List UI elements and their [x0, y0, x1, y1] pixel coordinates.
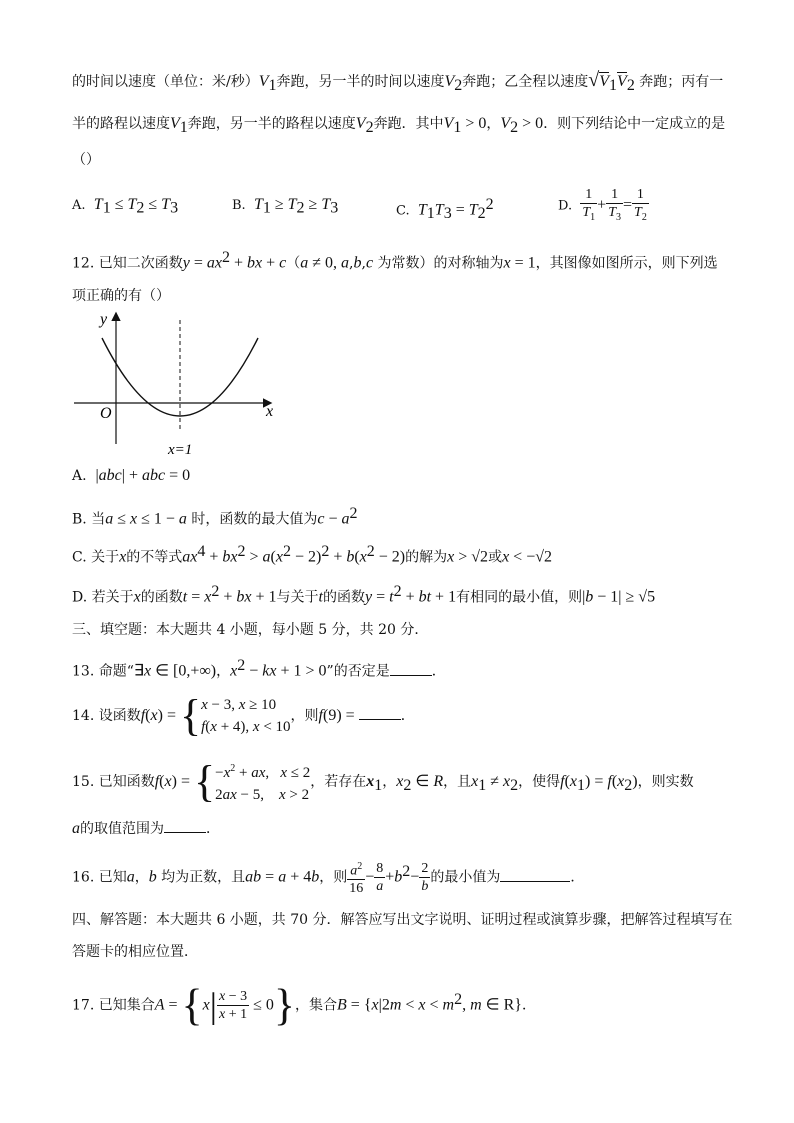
q17: 17. 已知集合A = {x| $\frac{x - 3}{x + 1}$ ≤ 0}，集合$B = \{x|2m < x < m^2$, m ∈ R}．	[72, 980, 536, 1030]
math: V	[444, 73, 455, 90]
option-label: B.	[72, 511, 87, 528]
q12-option-b: B. 当a ≤ x ≤ 1 − a 时，函数的最大值为$c - a^2$	[72, 505, 358, 528]
q13-text: ．	[431, 663, 446, 680]
q17-text: ．	[521, 997, 536, 1014]
q11-text: 奔跑，另一半的路程以速度	[187, 116, 356, 132]
q17-text: 已知集合	[98, 997, 155, 1014]
q12-text: 关于	[91, 549, 120, 566]
q11-option-b: B. $T_1 \ge T_2 \ge T_3$	[232, 196, 339, 217]
q11-option-c: C. $T_1T_3 = T_2^2$	[396, 196, 494, 222]
q12-text: ，其图像如图所示，则下列选	[535, 255, 718, 272]
answer-blank[interactable]	[390, 661, 432, 676]
q12-text: 的不等式	[126, 549, 183, 566]
q16-text: ．	[570, 869, 585, 886]
q15-text: 已知函数	[98, 774, 155, 790]
question-number: 15.	[72, 774, 95, 790]
question-number: 14.	[72, 708, 95, 724]
q16-text: 均为正数，且	[161, 869, 246, 886]
q14-text: ，则	[290, 708, 319, 724]
q12-text: 为常数）的对称轴为	[377, 255, 504, 272]
q14-text: 设函数	[98, 708, 141, 724]
q12-option-d: D. 若关于x的函数$t = x^2$ + bx + 1与关于t的函数$y = t^2$ + bt + 1有相同的最小值，则|b − 1| ≥ √5	[72, 583, 656, 606]
option-label: B.	[232, 198, 246, 213]
q16: 16. 已知a，b 均为正数，且ab = a + 4b，则 $\frac{a^2}{16}$ − $\frac{8}{a}$ $+b^2-$ $\frac{2}{b}$ 的最小值为 ．	[72, 852, 584, 898]
q12-text: 的函数	[322, 589, 365, 606]
q12-text: 时，函数的最大值为	[191, 511, 318, 528]
q11-option-a: A. $T_1 \le T_2 \le T_3$	[72, 196, 179, 217]
q15-text: ，且	[443, 774, 472, 790]
q12-text: 的解为	[405, 549, 448, 566]
q11-text: ．则下列结论中一定成立的是	[543, 116, 726, 132]
q12-text: 有相同的最小值，则	[456, 589, 583, 606]
answer-blank[interactable]	[164, 818, 206, 833]
q16-text: 的最小值为	[430, 869, 501, 886]
option-label: D.	[72, 589, 88, 606]
q12-text: （	[286, 255, 301, 272]
question-number: 16.	[72, 869, 95, 886]
q12-option-a: A. |abc| + abc = 0	[72, 467, 191, 484]
q12-text: 若关于	[91, 589, 134, 606]
q12-line-1: 12. 已知二次函数$y = ax^2$ + bx + c（a ≠ 0, a,b,c 为常数）的对称轴为x = 1，其图像如图所示，则下列选	[72, 249, 718, 272]
q12-text: 的函数	[140, 589, 183, 606]
q13-text: ”的否定是	[326, 663, 390, 680]
q11-text: 奔跑．其中	[373, 116, 444, 132]
q11-line-1: 的时间以速度（单位：米/秒）$V_1$奔跑，另一半的时间以速度$V_2$奔跑；乙全程以速度$√V_1V_2$ 奔跑；丙有一	[72, 69, 724, 94]
q12-option-c: C. 关于x的不等式$ax^4 + bx^2 > a(x^2 - 2)^2 + b(x^2 - 2)$的解为x > √2或x < −√2	[72, 543, 552, 566]
q15-text: ，则实数	[637, 774, 694, 790]
q17-text: ，集合	[295, 997, 338, 1014]
q14: 14. 设函数f(x) = { x − 3, x ≥ 10 f(x + 4), x < 10 ，则f(9) = ．	[72, 691, 415, 740]
q12-text: 当	[91, 511, 106, 528]
q11-text: 奔跑；乙全程以速度	[462, 74, 589, 90]
math: V	[258, 73, 269, 90]
section-3-heading: 三、填空题：本大题共 4 小题，每小题 5 分，共 20 分．	[72, 622, 429, 638]
q13: 13. 命题“∃x ∈ [0,+∞)，$x^2$ − kx + 1 > 0”的否定是 ．	[72, 657, 446, 680]
question-number: 17.	[72, 997, 95, 1014]
question-number: 12.	[72, 255, 95, 272]
y-axis-label: y	[100, 311, 108, 328]
q15-text: ，使得	[518, 774, 561, 790]
question-number: 13.	[72, 663, 95, 680]
q11-text: 半的路程以速度	[72, 116, 170, 132]
option-label: C.	[396, 203, 410, 219]
answer-blank[interactable]	[500, 867, 570, 882]
q15-text: ，若存在	[310, 774, 367, 790]
symmetry-label: x=1	[168, 442, 193, 458]
q12-text: 已知二次函数	[98, 255, 183, 272]
q13-text: 命题“	[98, 663, 134, 680]
q11-option-d: D. $\frac{1}{T_1}$ + $\frac{1}{T_3}$ = $\frac{1}{T_2}$	[558, 187, 647, 223]
q15-text: 的取值范围为	[80, 821, 164, 837]
q15-text: ．	[206, 821, 220, 837]
q15-line-1: 15. 已知函数f(x) = { $-x^2$ + ax, x ≤ 2 2ax − 5, x > 2 ，若存在$x_1$，$x_2$ ∈ R，且$x_1 \ne x_2$，使得$f(x_1) = f(x_2)$，则实数	[72, 757, 694, 806]
q14-text: ．	[400, 708, 415, 724]
x-axis-label: x	[266, 403, 274, 420]
q16-text: 已知	[98, 869, 127, 886]
q12-line-2: 项正确的有（）	[72, 288, 170, 304]
q11-text: 奔跑，另一半的时间以速度	[276, 74, 445, 90]
q11-paren: （）	[72, 152, 100, 168]
section-4-heading-line-1: 四、解答题：本大题共 6 小题，共 70 分．解答应写出文字说明、证明过程或演算步骤，把解答过程填写在	[72, 912, 733, 928]
option-label: A.	[72, 198, 86, 213]
q12-text: 或	[488, 549, 503, 566]
option-label: C.	[72, 549, 87, 566]
q16-text: ，则	[319, 869, 348, 886]
origin-label: O	[100, 405, 112, 422]
option-label: A.	[72, 468, 87, 484]
q12-text: 与关于	[276, 589, 319, 606]
answer-blank[interactable]	[359, 705, 401, 720]
section-4-heading-line-2: 答题卡的相应位置．	[72, 944, 198, 960]
parabola-graph	[70, 306, 280, 458]
q11-line-2: 半的路程以速度$V_1$奔跑，另一半的路程以速度$V_2$奔跑．其中$V_1 > 0$，$V_2 > 0$．则下列结论中一定成立的是	[72, 115, 726, 136]
option-label: D.	[558, 198, 573, 214]
q11-text: 的时间以速度（单位：米/秒）	[72, 74, 259, 90]
q11-text: 奔跑；丙有一	[639, 74, 724, 90]
q15-line-2: a的取值范围为 ．	[72, 820, 220, 837]
